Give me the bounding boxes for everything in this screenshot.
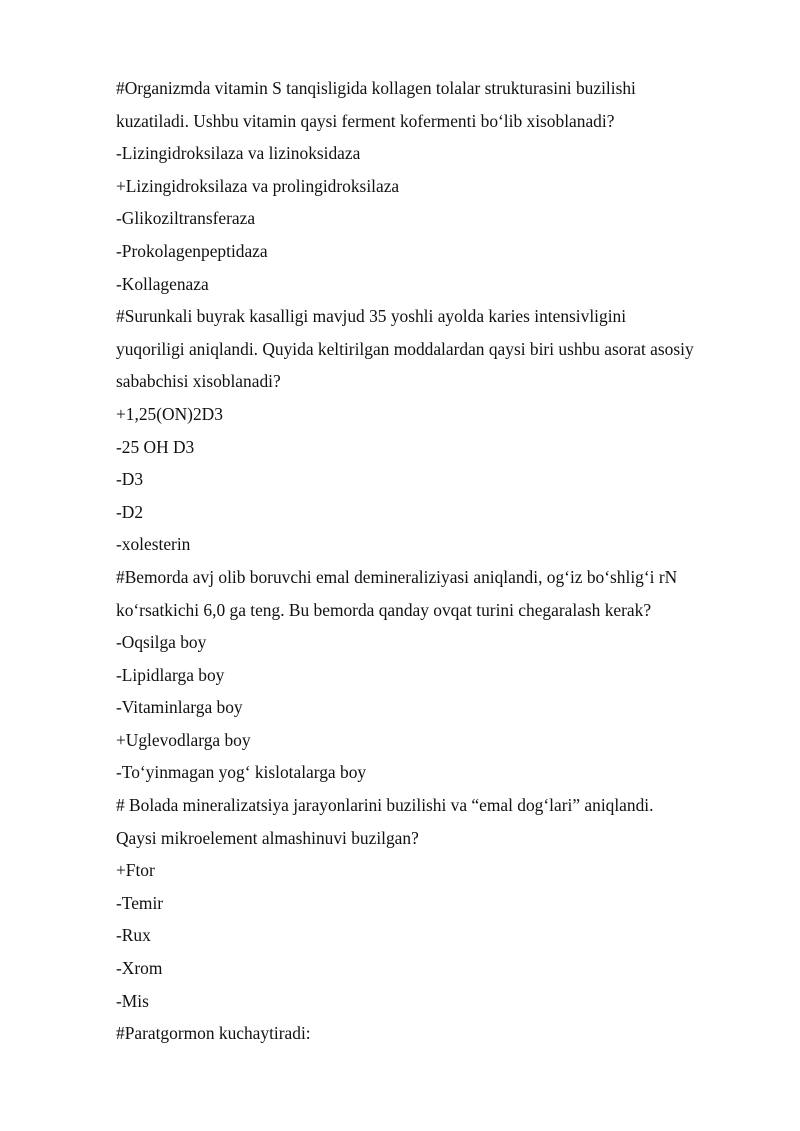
question-4-option-d: -Xrom (116, 958, 163, 979)
question-4-option-b: -Temir (116, 892, 164, 913)
question-2-option-a-correct: +1,25(ON)2D3 (116, 403, 223, 424)
question-3-option-b: -Lipidlarga boy (116, 664, 225, 685)
question-4-option-e: -Mis (116, 990, 149, 1011)
question-3-option-c: -Vitaminlarga boy (116, 697, 243, 718)
question-2-option-e: -xolesterin (116, 534, 191, 555)
question-3-option-a: -Oqsilga boy (116, 632, 207, 653)
document-page (116, 72, 756, 1050)
question-2-option-c: -D3 (116, 469, 144, 490)
question-2-text-continued-2: sababchisi xisoblanadi? (116, 371, 281, 392)
question-1-text-continued: kuzatiladi. Ushbu vitamin qaysi ferment kofermenti bo‘lib xisoblanadi? (116, 110, 615, 131)
question-3-text-continued: ko‘rsatkichi 6,0 ga teng. Bu bemorda qanday ovqat turini chegaralash kerak? (116, 599, 652, 620)
question-4-text-continued: Qaysi mikroelement almashinuvi buzilgan? (116, 827, 419, 848)
question-1-option-a: -Lizingidroksilaza va lizinoksidaza (116, 143, 361, 164)
question-3-option-d-correct: +Uglevodlarga boy (116, 729, 251, 750)
question-3-text: #Bemorda avj olib boruvchi emal demineraliziyasi aniqlandi, og‘iz bo‘shlig‘i rN (116, 566, 678, 587)
question-1-option-b-correct: +Lizingidroksilaza va prolingidroksilaza (116, 175, 400, 196)
question-2-text-continued: yuqoriligi aniqlandi. Quyida keltirilgan moddalardan qaysi biri ushbu asorat asosiy (116, 338, 694, 359)
question-5-text: #Paratgormon kuchaytiradi: (116, 1023, 311, 1044)
question-1-option-c: -Glikoziltransferaza (116, 208, 256, 229)
question-2-option-b: -25 OH D3 (116, 436, 195, 457)
question-1-option-e: -Kollagenaza (116, 273, 209, 294)
question-1-text: #Organizmda vitamin S tanqisligida kollagen tolalar strukturasini buzilishi (116, 78, 636, 98)
question-1-option-d: -Prokolagenpeptidaza (116, 240, 268, 261)
question-2-option-d: -D2 (116, 501, 144, 522)
question-3-option-e: -To‘yinmagan yog‘ kislotalarga boy (116, 762, 367, 783)
question-4-option-a-correct: +Ftor (116, 860, 155, 881)
question-4-text: # Bolada mineralizatsiya jarayonlarini buzilishi va “emal dog‘lari” aniqlandi. (116, 795, 654, 816)
question-2-text: #Surunkali buyrak kasalligi mavjud 35 yoshli ayolda karies intensivligini (116, 306, 627, 327)
question-4-option-c: -Rux (116, 925, 151, 946)
